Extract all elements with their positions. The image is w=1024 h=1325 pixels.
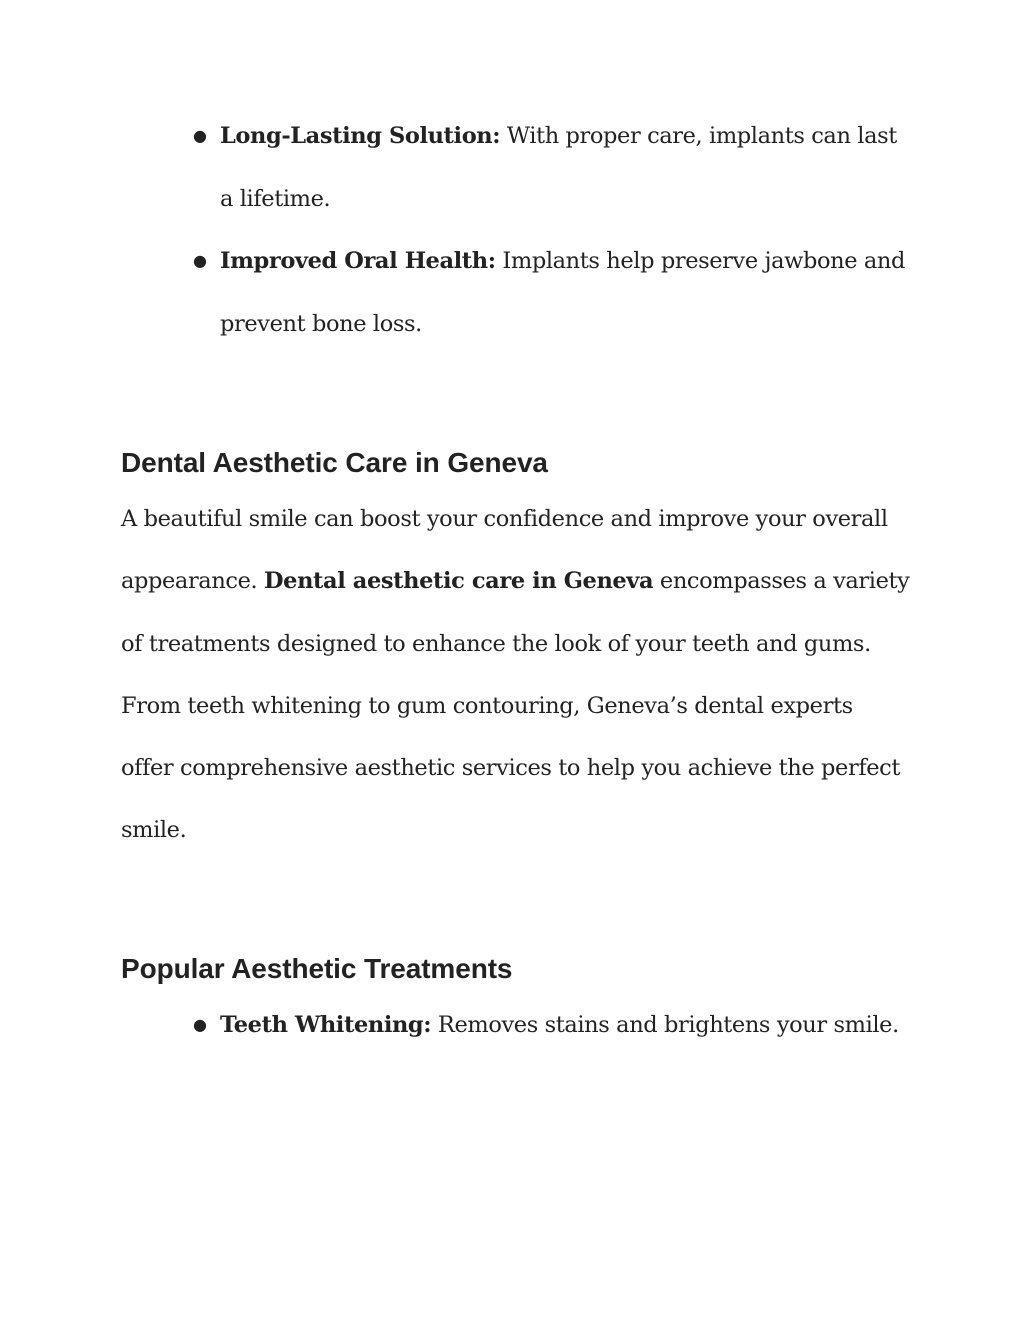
treatments-list [121, 994, 911, 1057]
list-item-term: Teeth Whitening: [220, 1012, 432, 1038]
paragraph-text-end: encompasses a variety of treatments designed to enhance the look of your teeth and gums. From teeth whitening to gum contouring, Geneva’s dental experts offer comprehensive aesthetic services to help you achieve the perfect smile. [121, 568, 910, 844]
list-item [121, 105, 911, 230]
bullet-icon: ● [193, 126, 207, 145]
list-item-text: With proper care, implants can last a lifetime. [220, 123, 897, 212]
benefits-list [121, 105, 911, 355]
section-heading-treatments: Popular Aesthetic Treatments [121, 953, 513, 984]
paragraph-bold-text: Dental aesthetic care in Geneva [264, 568, 654, 595]
bullet-icon: ● [193, 1015, 207, 1034]
aesthetic-care-paragraph [121, 488, 911, 862]
bullet-icon: ● [193, 251, 207, 270]
list-item [121, 994, 911, 1057]
list-item [121, 230, 911, 355]
list-item-term: Improved Oral Health: [220, 248, 496, 274]
paragraph-text-start: A beautiful smile can boost your confidence and improve your overall appearance. [121, 506, 888, 595]
list-item-text: Removes stains and brightens your smile. [431, 1012, 899, 1038]
list-item-term: Long-Lasting Solution: [220, 123, 501, 149]
list-item-text: Implants help preserve jawbone and prevent bone loss. [220, 248, 905, 337]
section-heading-aesthetic-care: Dental Aesthetic Care in Geneva [121, 447, 548, 478]
